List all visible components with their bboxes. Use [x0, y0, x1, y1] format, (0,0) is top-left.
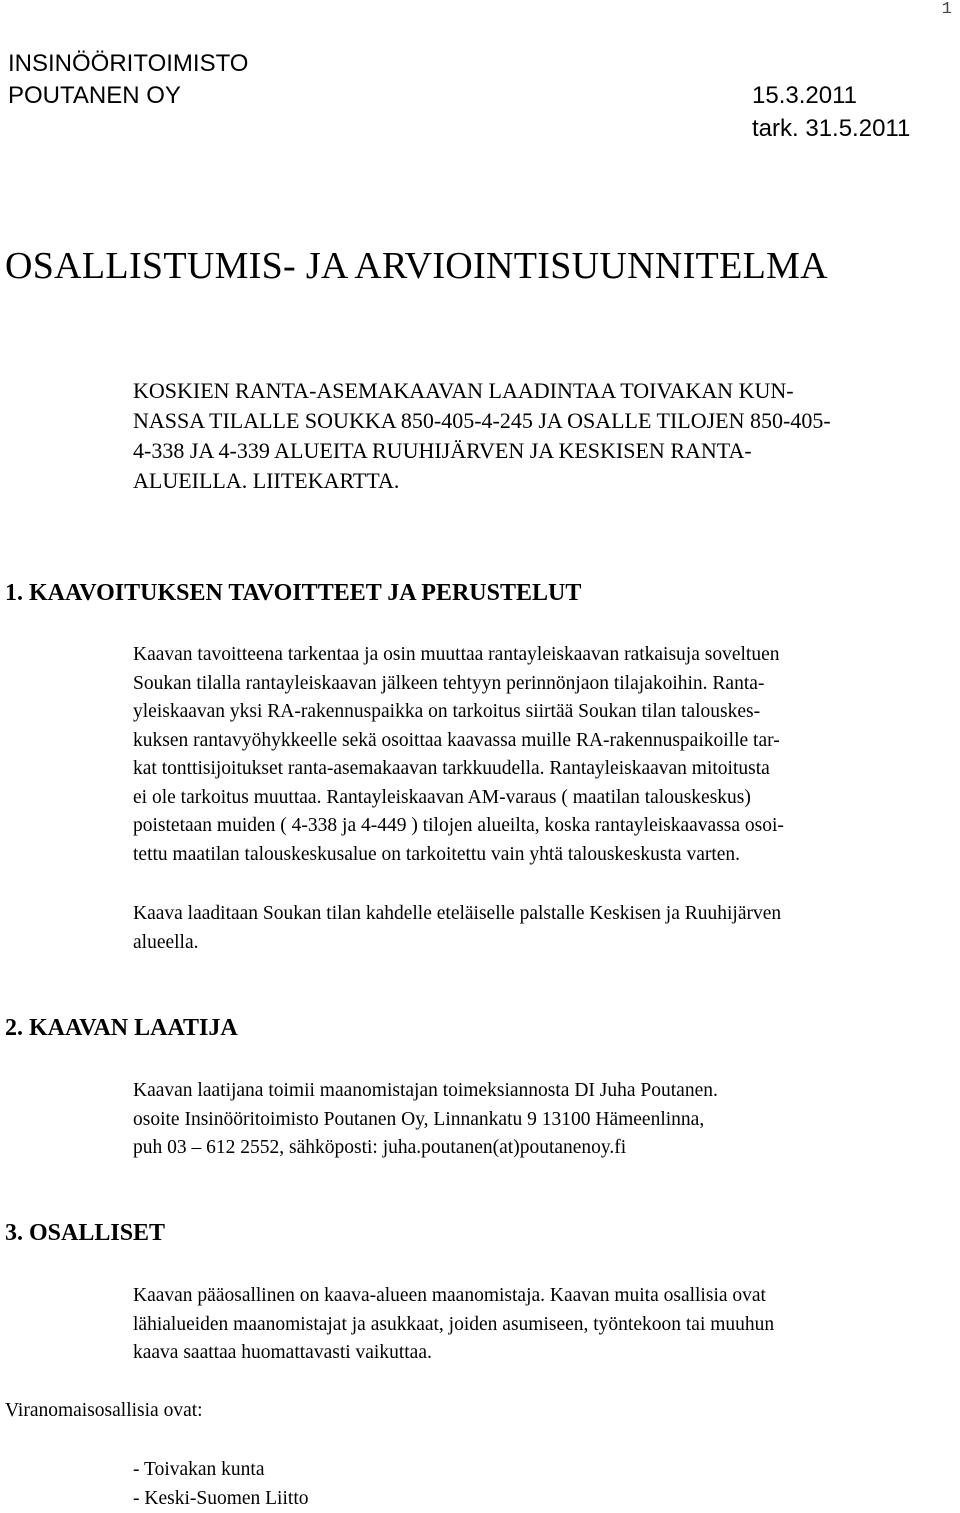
text-line: Kaavan pääosallinen on kaava-alueen maanomistaja. Kaavan muita osallisia ovat [133, 1282, 953, 1311]
text-line: yleiskaavan yksi RA-rakennuspaikka on tarkoitus siirtää Soukan tilan talouskes- [133, 698, 953, 727]
text-line: ei ole tarkoitus muuttaa. Rantayleiskaavan AM-varaus ( maatilan talouskeskus) [133, 784, 953, 813]
section-participants-paragraph [133, 1282, 953, 1368]
list-item: - Toivakan kunta [133, 1456, 308, 1485]
subtitle-line: KOSKIEN RANTA-ASEMAKAAVAN LAADINTAA TOIVAKAN KUN- [133, 376, 953, 406]
text-line: tettu maatilan talouskeskusalue on tarkoitettu vain yhtä talouskeskusta varten. [133, 841, 953, 870]
authorities-label: Viranomaisosallisia ovat: [5, 1400, 203, 1422]
list-item: - Keski-Suomen Liitto [133, 1485, 308, 1513]
text-line: Kaavan laatijana toimii maanomistajan toimeksiannosta DI Juha Poutanen. [133, 1077, 953, 1106]
revision-date: tark. 31.5.2011 [752, 113, 910, 145]
section-heading-participants: 3. OSALLISET [5, 1220, 165, 1247]
subtitle-line: NASSA TILALLE SOUKKA 850-405-4-245 JA OSALLE TILOJEN 850-405- [133, 406, 953, 436]
section-heading-goals: 1. KAAVOITUKSEN TAVOITTEET JA PERUSTELUT [5, 580, 581, 607]
section-heading-author: 2. KAAVAN LAATIJA [5, 1015, 238, 1042]
page-number: 1 [942, 0, 952, 19]
subtitle-line: 4-338 JA 4-339 ALUEITA RUUHIJÄRVEN JA KESKISEN RANTA- [133, 436, 953, 466]
text-line: lähialueiden maanomistajat ja asukkaat, joiden asumiseen, työntekoon tai muuhun [133, 1311, 953, 1340]
page-title: OSALLISTUMIS- JA ARVIOINTISUUNNITELMA [5, 244, 828, 288]
section-goals-paragraph-2 [133, 900, 953, 957]
text-line: Kaava laaditaan Soukan tilan kahdelle eteläiselle palstalle Keskisen ja Ruuhijärven [133, 900, 953, 929]
section-goals-paragraph-1 [133, 641, 953, 869]
subtitle-line: ALUEILLA. LIITEKARTTA. [133, 466, 953, 496]
text-line: Kaavan tavoitteena tarkentaa ja osin muuttaa rantayleiskaavan ratkaisuja soveltuen [133, 641, 953, 670]
text-line: osoite Insinööritoimisto Poutanen Oy, Linnankatu 9 13100 Hämeenlinna, [133, 1106, 953, 1135]
text-line: kat tonttisijoitukset ranta-asemakaavan tarkkuudella. Rantayleiskaavan mitoitusta [133, 755, 953, 784]
section-author-paragraph [133, 1077, 953, 1163]
text-line: puh 03 – 612 2552, sähköposti: juha.poutanen(at)poutanenoy.fi [133, 1134, 953, 1163]
company-name-line2: POUTANEN OY [8, 80, 248, 112]
document-subtitle [133, 376, 953, 496]
company-name [8, 48, 248, 112]
document-date: 15.3.2011 [752, 80, 857, 112]
text-line: poistetaan muiden ( 4-338 ja 4-449 ) tilojen alueilta, koska rantayleiskaavassa osoi- [133, 812, 953, 841]
text-line: Soukan tilalla rantayleiskaavan jälkeen tehtyyn perinnönjaon tilajakoihin. Ranta- [133, 670, 953, 699]
text-line: kaava saattaa huomattavasti vaikuttaa. [133, 1339, 953, 1368]
authorities-list [133, 1456, 308, 1513]
company-name-line1: INSINÖÖRITOIMISTO [8, 48, 248, 80]
text-line: alueella. [133, 929, 953, 958]
text-line: kuksen rantavyöhykkeelle sekä osoittaa kaavassa muille RA-rakennuspaikoille tar- [133, 727, 953, 756]
